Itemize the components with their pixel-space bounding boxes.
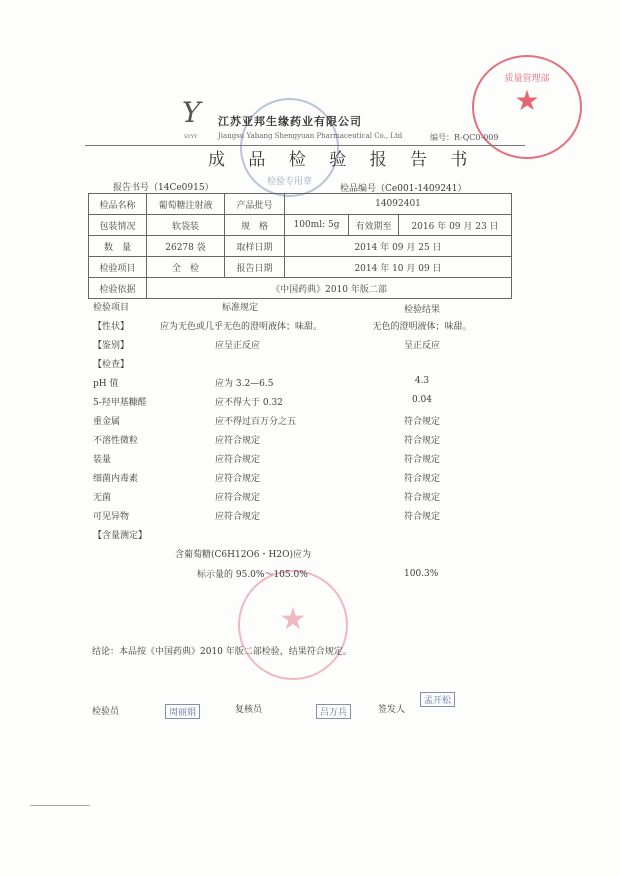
value: 2014 年 09 月 25 日 <box>285 236 512 257</box>
item-standard: 应符合规定 <box>215 474 261 484</box>
item-name: 可见异物 <box>93 512 130 522</box>
label: 包装情况 <box>89 215 147 236</box>
company-logo: Y <box>182 96 201 129</box>
report-number: 报告书号（14Ce0915） <box>113 183 214 193</box>
item-name: 装量 <box>93 455 112 465</box>
inspector-signature: 周丽娟 <box>165 704 200 719</box>
label: 检验依据 <box>89 278 147 299</box>
company-name-en: Jiangsu Yabang Shengyuan Pharmaceutical Co., Ltd <box>218 132 403 140</box>
value: 软袋装 <box>147 215 225 236</box>
item-standard: 应符合规定 <box>215 436 261 446</box>
table-row <box>89 278 512 299</box>
item-result: 符合规定 <box>403 455 440 465</box>
star-icon: ★ <box>279 602 307 637</box>
item-result: 4.3 <box>414 376 430 386</box>
value: 100ml: 5g <box>285 215 349 236</box>
info-table <box>88 193 512 299</box>
item-name: 重金属 <box>93 417 121 427</box>
value: 14092401 <box>285 194 512 215</box>
item-standard: 应不得大于 0.32 <box>215 398 283 408</box>
label: 有效期至 <box>349 215 399 236</box>
red-seal-bottom <box>238 570 348 680</box>
issuer-signature: 孟开松 <box>420 692 455 707</box>
item-result: 符合规定 <box>403 474 440 484</box>
assay-result: 100.3% <box>404 569 439 579</box>
value: 26278 袋 <box>147 236 225 257</box>
label: 取样日期 <box>225 236 285 257</box>
item-result: 符合规定 <box>403 512 440 522</box>
label: 检验项目 <box>89 257 147 278</box>
seal-text: 检验专用章 <box>266 177 312 187</box>
items-header-standard: 标准规定 <box>222 303 259 313</box>
item-name: 【性状】 <box>93 322 130 332</box>
item-name: pH 值 <box>93 379 119 389</box>
sample-number: 检品编号（Ce001-1409241） <box>340 184 467 194</box>
assay-standard-line1: 含葡萄糖(C6H12O6・H2O)应为 <box>175 550 311 560</box>
label: 数 量 <box>89 236 147 257</box>
item-result: 0.04 <box>411 395 433 405</box>
conclusion: 结论：本品按《中国药典》2010 年版二部检验，结果符合规定。 <box>92 647 352 657</box>
value: 葡萄糖注射液 <box>147 194 225 215</box>
company-name-cn: 江苏亚邦生缘药业有限公司 <box>218 115 362 128</box>
value: 2014 年 10 月 09 日 <box>285 257 512 278</box>
table-row <box>89 236 512 257</box>
value: 2016 年 09 月 23 日 <box>399 215 512 236</box>
value: 全 检 <box>147 257 225 278</box>
item-standard: 应符合规定 <box>215 455 261 465</box>
item-standard: 应为无色或几乎无色的澄明液体；味甜。 <box>160 322 323 332</box>
header-divider <box>85 145 525 146</box>
item-standard: 应呈正反应 <box>215 341 261 351</box>
doc-code: 编号：R-QC0-009 <box>430 133 499 142</box>
label: 产品批号 <box>225 194 285 215</box>
table-row <box>89 215 512 236</box>
value: 《中国药典》2010 年版二部 <box>147 278 512 299</box>
item-name: 【鉴别】 <box>93 341 130 351</box>
assay-standard-line2: 标示量的 95.0%～105.0% <box>197 570 308 580</box>
item-result: 符合规定 <box>403 493 440 503</box>
item-standard: 应符合规定 <box>215 512 261 522</box>
label: 报告日期 <box>225 257 285 278</box>
logo-text: SYYY <box>184 134 198 140</box>
page-title: 成 品 检 验 报 告 书 <box>208 150 477 170</box>
item-standard: 应不得过百万分之五 <box>215 417 297 427</box>
issuer-label: 签发人 <box>378 705 406 715</box>
item-name: 不溶性微粒 <box>93 436 139 446</box>
item-name: 细菌内毒素 <box>93 474 139 484</box>
label: 检品名称 <box>89 194 147 215</box>
item-name: 【含量测定】 <box>93 531 148 541</box>
item-standard: 应为 3.2—6.5 <box>215 379 274 389</box>
table-row <box>89 257 512 278</box>
red-seal-top-right <box>472 55 582 159</box>
items-header-result: 检验结果 <box>404 305 441 315</box>
item-result: 无色的澄明液体；味甜。 <box>372 322 472 332</box>
table-row <box>89 194 512 215</box>
item-result: 符合规定 <box>403 417 440 427</box>
items-header-item: 检验项目 <box>93 303 130 313</box>
item-name: 无菌 <box>93 493 112 503</box>
reviewer-signature: 吕万兵 <box>316 704 351 719</box>
label: 规 格 <box>225 215 285 236</box>
seal-text: 质量管理部 <box>504 74 550 84</box>
item-name: 5-羟甲基糠醛 <box>93 398 147 408</box>
item-standard: 应符合规定 <box>215 493 261 503</box>
inspector-label: 检验员 <box>92 707 120 717</box>
item-name: 【检查】 <box>93 360 130 370</box>
scan-mark <box>30 805 90 806</box>
item-result: 符合规定 <box>403 436 440 446</box>
star-icon: ★ <box>514 84 540 117</box>
item-result: 呈正反应 <box>403 341 440 351</box>
reviewer-label: 复核员 <box>235 705 263 715</box>
